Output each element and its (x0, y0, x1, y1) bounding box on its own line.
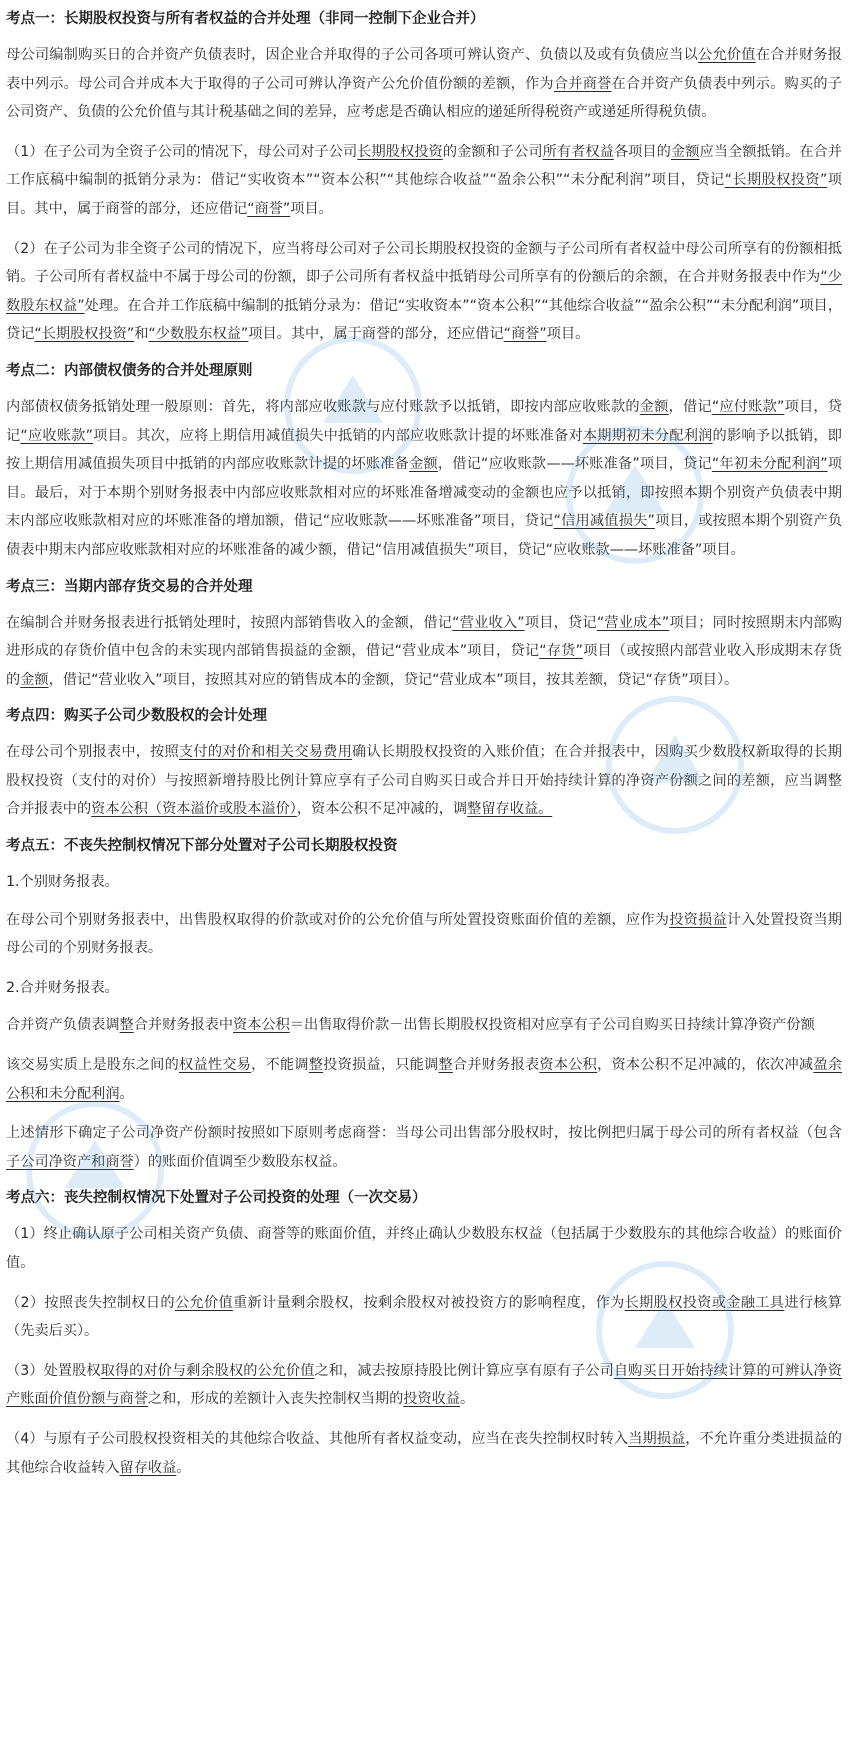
paragraph (6, 1119, 842, 1176)
text-run: 项目（或按照内部营业收入形成期末存货的 (6, 643, 842, 688)
section-heading: 考点六：丧失控制权情况下处置对子公司投资的处理（一次交易） (6, 1190, 427, 1207)
text-run: 应当全额抵销。在合并工作底稿中编制的抵销分录为：借记“实收资本”“资本公积”“其他综合收益”“盈余公积”“未分配利润”项目，贷记 (6, 143, 842, 189)
key-term: 子公司净资产和商誉 (6, 1153, 134, 1170)
section-heading: 考点五：不丧失控制权情况下部分处置对子公司长期股权投资 (6, 838, 398, 855)
key-term: 当期损益 (628, 1430, 686, 1447)
text-run: （4）与原有子公司股权投资相关的其他综合收益、其他所有者权益变动，应当在丧失控制权时转入 (6, 1430, 629, 1447)
paragraph (6, 1220, 842, 1277)
text-run: 项目，贷记 (6, 398, 842, 444)
text-run: 1.个别财务报表。 (6, 874, 119, 891)
text-run: ＝出售取得价款－出售长期股权投资相对应享有子公司自购买日持续计算净资产份额 (289, 1017, 815, 1034)
key-term: 金额 (639, 398, 669, 415)
text-run: 2.合并财务报表。 (6, 979, 119, 996)
key-term: 资本公积 (233, 1017, 290, 1034)
text-run: ，借记“应收账款——坏账准备”项目，贷记 (437, 456, 712, 473)
text-run: ，借记“营业收入”项目，按照其对应的销售成本的金额，贷记“营业成本”项目，按其差额，贷记“存货”项目）。 (48, 671, 739, 688)
text-run: 之和，形成的差额计入丧失控制权当期的 (147, 1391, 404, 1408)
text-run: 计入处置投资当期母公司的个别财务报表。 (6, 911, 842, 957)
paragraph (6, 138, 842, 224)
text-run: 母公司编制购买日的合并资产负债表时，因企业合并取得的子公司各项可辨认资产、负债以及或有负债应当以 (6, 47, 699, 63)
text-run: ，不允许重分类进损益的其他综合收益转入 (6, 1430, 842, 1476)
paragraph (6, 1425, 842, 1482)
text-run: 合并财务报表中 (133, 1017, 234, 1034)
key-term: 整 (308, 1057, 324, 1074)
text-run: 进行核算（先卖后买）。 (6, 1294, 842, 1340)
text-run: 。 (176, 1459, 191, 1476)
key-term: “少数股东权益” (6, 269, 842, 314)
text-run: 的影响予以抵销，即按上期信用减值损失项目中抵销的内部应收账款计提的坏账准备 (6, 427, 842, 473)
key-term: “长期股权投资” (34, 326, 135, 343)
paragraph (6, 738, 842, 824)
paragraph (6, 1357, 842, 1414)
text-run: ，资本公积不足冲减的，依次冲减 (597, 1057, 814, 1074)
paragraph (6, 235, 842, 349)
key-term: 合并商誉 (553, 75, 612, 92)
key-term: 长期股权投资 (357, 143, 443, 160)
section-heading: 考点二：内部债权债务的合并处理原则 (6, 362, 253, 379)
text-run: 。 (119, 1085, 134, 1102)
text-run: （3）处置股权 (6, 1362, 101, 1379)
key-term: 公允价值 (698, 47, 756, 63)
text-run: （1）在子公司为全资子公司的情况下，母公司对子公司 (6, 143, 358, 160)
key-term: “信用减值损失” (553, 513, 655, 530)
paragraph (6, 41, 842, 127)
text-run: 。 (460, 1391, 475, 1408)
key-term: 整 (438, 1057, 453, 1074)
key-term: 长期股权投资或金融工具 (624, 1294, 785, 1311)
key-term: 投资损益 (669, 911, 727, 928)
text-run: 投资损益，只能调 (323, 1057, 439, 1074)
key-term: 留存收益 (119, 1459, 177, 1476)
paragraph (6, 906, 842, 963)
text-run: 项目。 (290, 200, 333, 217)
text-run: 项目，或按照本期个别资产负债表中期末内部应收账款相对应的坏账准备的减少额，借记“信用减值损失”项目，贷记“应收账款——坏账准备”项目。 (6, 513, 843, 558)
key-term: “长期股权投资” (724, 172, 828, 189)
key-term: “应收账款” (20, 427, 93, 444)
text-run: 项目。其次，应将上期信用减值损失中抵销的内部应收账款计提的坏账准备对 (92, 427, 583, 444)
text-run: 在母公司个别报表中，按照 (6, 744, 180, 761)
text-run: ，不能调 (251, 1057, 309, 1074)
text-run: 项目。 (546, 326, 590, 343)
text-run: 上述情形下确定子公司净资产份额时按照如下原则考虑商誉：当母公司出售部分股权时，按比例把归属于母公司的所有者权益（包含 (6, 1125, 842, 1142)
key-term: 所有者权益 (542, 143, 614, 160)
key-term: 支付的对价和相关交易费用 (179, 744, 353, 761)
key-term: “年初未分配利润” (711, 456, 828, 473)
text-run: 确认长期股权投资的入账价值；在合并报表中，因购买少数股权新取得的长期股权投资（支付的对价）与按照新增持股比例计算应享有子公司自购买日或合并日开始持续计算的净资产份额之间的差额，应当调整合并报表中的 (6, 744, 842, 818)
text-run: 处理。在合并工作底稿中编制的抵销分录为：借记“实收资本”“资本公积”“其他综合收益”“盈余公积”“未分配利润”项目，贷记 (6, 297, 842, 343)
text-run: 内部债权债务抵销处理一般原则：首先，将内部应收账款与应付账款予以抵销，即按内部应收账款的 (6, 398, 640, 415)
text-run: 在编制合并财务报表进行抵销处理时，按照内部销售收入的金额，借记 (6, 614, 453, 631)
text-run: ）的账面价值调至少数股东权益。 (133, 1153, 347, 1170)
text-run: 项目。其中，属于商誉的部分，还应借记 (248, 326, 504, 343)
key-term: “营业收入” (452, 614, 525, 631)
paragraph (6, 393, 842, 565)
text-run: 合并财务报表 (452, 1057, 540, 1074)
text-run: 重新计量剩余股权，按剩余股权对被投资方的影响程度，作为 (232, 1294, 625, 1311)
text-run: 和 (134, 326, 149, 343)
key-term: “应付账款” (711, 398, 785, 415)
text-run: 该交易实质上是股东之间的 (6, 1057, 179, 1074)
text-run: 在合并资产负债表中列示。购买的子公司资产、负债的公允价值与其计税基础之间的差异，应考虑是否确认相应的递延所得税资产或递延所得税负债。 (6, 75, 842, 121)
key-term: 金额 (670, 143, 700, 160)
key-term: “少数股东权益” (148, 326, 249, 343)
key-term: 取得的对价与剩余股权的公允价值 (100, 1362, 315, 1379)
paragraph (6, 868, 842, 897)
key-term: 整留存收益。 (467, 801, 553, 818)
key-term: 投资收益 (403, 1391, 461, 1408)
text-run: 的金额和子公司 (442, 143, 543, 160)
key-term: 资本公积 (539, 1057, 598, 1074)
key-term: 自购买日开始持续计算的可辨认净资产账面价值份额与商誉 (6, 1362, 842, 1408)
paragraph (6, 1011, 842, 1040)
text-run: 在母公司个别财务报表中，出售股权取得的价款或对价的公允价值与所处置投资账面价值的差额，应作为 (6, 911, 670, 928)
section-heading: 考点一：长期股权投资与所有者权益的合并处理（非同一控制下企业合并） (6, 11, 485, 27)
text-run: ，借记 (668, 398, 712, 415)
text-run: 各项目的 (613, 143, 671, 160)
text-run: 之和，减去按原持股比例计算应享有原有子公司 (314, 1362, 614, 1379)
text-run: （2）在子公司为非全资子公司的情况下，应当将母公司对子公司长期股权投资的金额与子公司所有者权益中母公司所享有的份额相抵销。子公司所有者权益中不属于母公司的份额，即子公司所有者权益中抵销母公司所享有的份额后的余额，在合并财务报表中作为 (6, 240, 842, 286)
text-run: 在合并财务报表中列示。母公司合并成本大于取得的子公司可辨认净资产公允价值份额的差额，作为 (6, 47, 842, 92)
key-term: 整 (119, 1017, 134, 1034)
text-run: （2）按照丧失控制权日的 (6, 1294, 175, 1311)
key-term: 金额 (20, 671, 49, 688)
paragraph (6, 974, 842, 1003)
text-run: ，资本公积不足冲减的，调 (296, 801, 468, 818)
key-term: 公允价值 (174, 1294, 233, 1311)
text-run: 项目，贷记 (524, 614, 597, 631)
key-term: 本期期初未分配利润 (582, 427, 713, 444)
section-heading: 考点三：当期内部存货交易的合并处理 (6, 578, 253, 595)
key-term: “存货” (539, 643, 583, 660)
section-heading: 考点四：购买子公司少数股权的会计处理 (6, 708, 267, 725)
text-run: 项目。最后，对于本期个别财务报表中内部应收账款相对应的坏账准备增减变动的金额也应予以抵销，即按照本期个别资产负债表中期末内部应收账款相对应的坏账准备的增加额，借记“应收账款——坏账准备”项目，贷记 (6, 456, 842, 530)
paragraph (6, 1289, 842, 1346)
key-term: 权益性交易 (178, 1057, 252, 1074)
text-run: 合并资产负债表调 (6, 1017, 120, 1034)
text-run: 项目。其中，属于商誉的部分，还应借记 (6, 172, 842, 217)
key-term: “营业成本” (596, 614, 670, 631)
key-term: “商誉” (247, 200, 291, 217)
text-run: 项目；同时按照期末内部购进形成的存货价值中包含的未实现内部销售损益的金额，借记“营业成本”项目，贷记 (6, 614, 842, 660)
text-run: （1）终止确认原子公司相关资产负债、商誉等的账面价值，并终止确认少数股东权益（包括属于少数股东的其他综合收益）的账面价值。 (6, 1226, 842, 1271)
key-term: “商誉” (503, 326, 547, 343)
paragraph (6, 1051, 842, 1108)
key-term: 资本公积（资本溢价或股本溢价） (91, 801, 297, 818)
paragraph (6, 609, 842, 695)
key-term: 盈余公积和未分配利润 (6, 1057, 842, 1102)
key-term: 金额 (409, 456, 438, 473)
